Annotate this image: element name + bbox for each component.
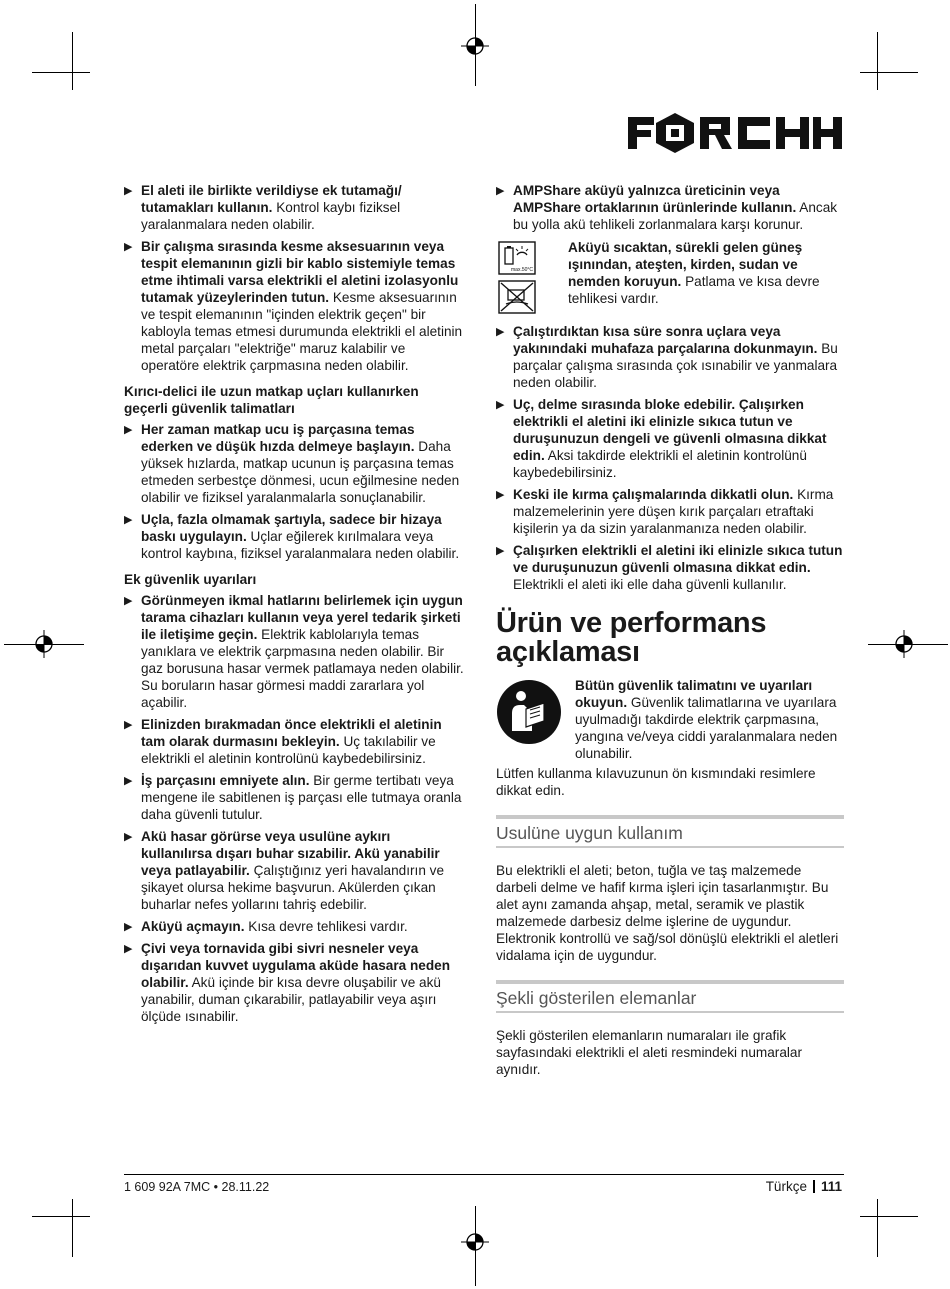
no-water-icon [498, 280, 536, 314]
crop-mark [860, 72, 918, 73]
list-item: ▶ Çalışırken elektrikli el aletini iki elinizle sıkıca tutun ve duruşunuzun güvenli olmasına dikkat edin. Elektrikli el aleti iki elle daha güvenli kullanılır. [496, 543, 843, 592]
list-item: ▶ AMPShare aküyü yalnızca üreticinin veya AMPShare ortaklarının ürünlerinde kullanın. Ancak bu yolla akü tehlikeli zorlanmalara karşı korunur. [496, 183, 838, 232]
doc-code: 1 609 92A 7MC • 28.11.22 [124, 1180, 270, 1194]
list-item: ▶ Çalıştırdıktan kısa süre sonra uçlara veya yakınındaki muhafaza parçalarına dokunmayın. Bu parçalar çalışma sırasında çok ısınabilir ve yanmalara neden olabilir. [496, 324, 838, 390]
left-column [124, 182, 464, 1030]
list-item: ▶ Uç, delme sırasında bloke edebilir. Çalışırken elektrikli el aletini iki elinizle sıkıca tutun ve duruşunuzun dengeli ve güvenli olmasına dikkat edin. Aksi takdirde elektrikli el aletinin kontrolünü kaybedebilirsiniz. [496, 397, 827, 480]
battery-warning: max.50°C Aküyü sıcaktan, sürekli gelen güneş ışınından, ateşten, kirden, sudan ve nemden koruyun. Patlama ve kısa devre tehlikesi vardır. [496, 239, 844, 315]
registration-mark-icon [890, 630, 918, 658]
crop-mark [32, 1216, 90, 1217]
list-item: ▶ Çivi veya tornavida gibi sivri nesneler veya dışarıdan kuvvet uygulama aküde hasara neden olabilir. Akü içinde bir kısa devre oluşabilir ve akü yanabilir, duman çıkarabilir, patlayabilir veya aşırı ölçüde ısınabilir. [124, 941, 450, 1024]
bullet-triangle-icon: ▶ [496, 326, 505, 338]
section-subheading: Ek güvenlik uyarıları [124, 572, 257, 587]
bullet-triangle-icon: ▶ [124, 595, 133, 607]
bullet-triangle-icon: ▶ [124, 719, 133, 731]
section-heading: Usulüne uygun kullanım [496, 815, 844, 848]
page-title: Ürün ve performans açıklaması [496, 607, 767, 668]
list-item: ▶ Her zaman matkap ucu iş parçasına temas ederken ve düşük hızda delmeye başlayın. Daha yüksek hızlarda, matkap ucunun iş parçasına temas etmeden serbestçe dönmesi, ucun eğilmesine neden olabilir ve fiziksel yaralanmalarla sonuçlanabilir. [124, 422, 460, 505]
section-heading: Şekli gösterilen elemanlar [496, 980, 844, 1013]
bullet-triangle-icon: ▶ [496, 489, 505, 501]
svg-text:max.50°C: max.50°C [511, 267, 534, 273]
list-item: ▶ Akü hasar görürse veya usulüne aykırı kullanılırsa dışarı buhar sızabilir. Akü yanabilir veya patlayabilir. Çalıştığınız yeri havalandırın ve şikayet olursa hekime başvurun. Akülerden çıkan buharlar nefes yollarını tahriş edebilir. [124, 829, 445, 912]
bullet-triangle-icon: ▶ [124, 921, 133, 933]
read-note: Lütfen kullanma kılavuzunun ön kısmındaki resimlere dikkat edin. [496, 766, 816, 798]
bullet-triangle-icon: ▶ [124, 424, 133, 436]
bullet-triangle-icon: ▶ [124, 241, 133, 253]
section-subheading: Kırıcı-delici ile uzun matkap uçları kullanırken geçerli güvenlik talimatları [124, 384, 419, 416]
registration-mark-icon [461, 32, 489, 60]
bullet-triangle-icon: ▶ [124, 514, 133, 526]
bullet-triangle-icon: ▶ [124, 775, 133, 787]
crop-mark [877, 1199, 878, 1257]
read-manual-notice: Bütün güvenlik talimatını ve uyarıları okuyun. Güvenlik talimatlarına ve uyarılara uyulmadığı takdirde elektrik çarpmasına, yangına ve/veya ciddi yaralanmalara neden olunabilir. [496, 677, 844, 762]
registration-mark-icon [461, 1228, 489, 1256]
temperature-sun-icon [498, 241, 536, 275]
list-item: ▶ İş parçasını emniyete alın. Bir germe tertibatı veya mengene ile sabitlenen iş parçası elle tutmaya oranla daha güvenli tutulur. [124, 773, 462, 822]
list-item: ▶ Görünmeyen ikmal hatlarını belirlemek için uygun tarama cihazları kullanın veya yerel tedarik şirketi ile iletişime geçin. Elektrik kablolarıyla temas yanıklara ve elektrik çarpmasına neden olabilir. Bir gaz borusuna hasar vermek patlamaya neden olabilir. Su boruların hasar görmesi maddi zararlara yol açabilir. [124, 593, 464, 710]
page-number: 111 [820, 1179, 842, 1194]
section-body: Şekli gösterilen elemanların numaraları ile grafik sayfasındaki elektrikli el aleti resmindeki numaralar aynıdır. [496, 1028, 802, 1077]
bullet-triangle-icon: ▶ [496, 545, 505, 557]
list-item: ▶ Elinizden bırakmadan önce elektrikli el aletinin tam olarak durmasını bekleyin. Uç takılabilir ve elektrikli el aletinin kontrolünü kaybedebilirsiniz. [124, 717, 442, 766]
footer-language: Türkçe [765, 1179, 807, 1194]
registration-mark-icon [30, 630, 58, 658]
crop-mark [72, 1199, 73, 1257]
crop-mark [72, 32, 73, 90]
list-item: ▶ Keski ile kırma çalışmalarında dikkatli olun. Kırma malzemelerinin yere düşen kırık parçaları etraftaki kişilerin ya da sizin yaralanmanıza neden olabilir. [496, 487, 834, 536]
footer-divider [124, 1174, 844, 1175]
list-item: ▶ El aleti ile birlikte verildiyse ek tutamağı/ tutamakları kullanın. Kontrol kaybı fiziksel yaralanmalara neden olabilir. [124, 183, 402, 232]
bullet-triangle-icon: ▶ [496, 399, 505, 411]
bullet-triangle-icon: ▶ [124, 943, 133, 955]
section-body: Bu elektrikli el aleti; beton, tuğla ve taş malzemede darbeli delme ve hafif kırma işleri için tasarlanmıştır. Bu alet aynı zamanda ahşap, metal, seramik ve plastik malzemede darbesiz delme işlerine de uygundur. Elektronik kontrollü ve sağ/sol dönüşlü elektrikli el aletleri vidalama için de uygundur. [496, 863, 839, 963]
bullet-triangle-icon: ▶ [124, 185, 133, 197]
page-footer [766, 1179, 842, 1194]
list-item: ▶ Aküyü açmayın. Kısa devre tehlikesi vardır. [124, 919, 408, 934]
crop-mark [32, 72, 90, 73]
crop-mark [860, 1216, 918, 1217]
right-column [496, 182, 844, 1080]
crop-mark [877, 32, 878, 90]
list-item: ▶ Bir çalışma sırasında kesme aksesuarının veya tespit elemanının gizli bir kablo sistemiyle temas etme ihtimali varsa elektrikli el aletini izolasyonlu tutamak yüzeylerinden tutun. Kesme aksesuarının ve tespit elemanının "içinden elektrik geçen" bir kabloyla temas etmesi durumunda elektrikli el aletinin metal parçaları "elektriğe" maruz kalabilir ve operatöre elektrik çarpmasına neden olabilir. [124, 239, 463, 373]
read-manual-icon [496, 679, 562, 745]
forch-logo [628, 113, 842, 153]
bullet-triangle-icon: ▶ [124, 831, 133, 843]
footer-separator [813, 1180, 815, 1193]
list-item: ▶ Uçla, fazla olmamak şartıyla, sadece bir hizaya baskı uygulayın. Uçlar eğilerek kırılmalara veya kontrol kaybına, fiziksel yaralanmalara neden olabilir. [124, 512, 460, 561]
bullet-triangle-icon: ▶ [496, 185, 505, 197]
